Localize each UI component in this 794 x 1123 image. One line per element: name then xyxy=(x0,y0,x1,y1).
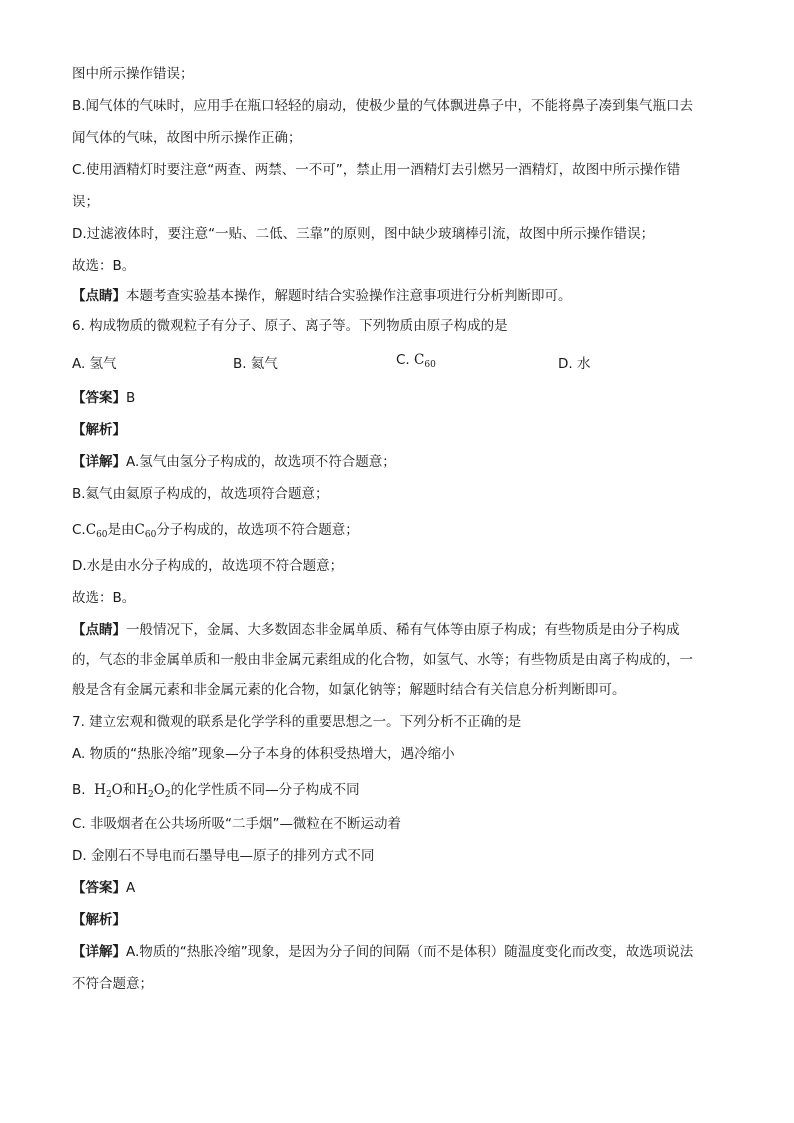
option-a: A. 氢气 xyxy=(72,356,117,372)
text-line: B.闻气体的气味时，应用手在瓶口轻轻的扇动，使极少量的气体飘进鼻子中，不能将鼻子凑到集气瓶口去 xyxy=(72,98,694,114)
option-a: A. 物质的“热胀冷缩”现象—分子本身的体积受热增大，遇冷缩小 xyxy=(72,746,455,762)
text-line: 误； xyxy=(72,194,99,210)
analysis-heading: 【解析】 xyxy=(72,912,126,928)
detail-line: 【详解】A.氢气由氢分子构成的，故选项不符合题意； xyxy=(72,454,396,470)
detail-line-formula: $C.C_{60}$是由$C_{60}$分子构成的，故选项不符合题意； xyxy=(72,522,359,540)
option-b: B. 氦气 xyxy=(233,356,278,372)
tip-text: 本题考查实验基本操作，解题时结合实验操作注意事项进行分析判断即可。 xyxy=(126,288,572,304)
choose-line: 故选：B。 xyxy=(72,590,136,606)
option-c: C. $C_{60}$ xyxy=(396,352,436,370)
tip-line: 的，气态的非金属单质和一般由非金属元素组成的化合物，如氢气、水等；有些物质是由离子构成的，一 xyxy=(72,652,693,668)
question-7: 7. 建立宏观和微观的联系是化学学科的重要思想之一。下列分析不正确的是 xyxy=(72,714,522,730)
text-line: 闻气体的气味，故图中所示操作正确； xyxy=(72,130,302,146)
answer-value: A xyxy=(126,880,136,896)
option-d: D. 金刚石不导电而石墨导电—原子的排列方式不同 xyxy=(72,848,375,864)
detail-line: 不符合题意； xyxy=(72,976,153,992)
tip-line: 般是含有金属元素和非金属元素的化合物，如氯化钠等；解题时结合有关信息分析判断即可。 xyxy=(72,682,626,698)
option-c: C. 非吸烟者在公共场所吸“二手烟”—微粒在不断运动着 xyxy=(72,816,401,832)
option-b: B. $H_2O$和$H_2O_2$的化学性质不同—分子构成不同 xyxy=(72,782,360,800)
option-d: D. 水 xyxy=(558,356,591,372)
text-line: C.使用酒精灯时要注意“两查、两禁、一不可”，禁止用一酒精灯去引燃另一酒精灯，故图中所示操作错 xyxy=(72,162,681,178)
answer-value: B xyxy=(126,390,136,406)
answer-line: 【答案】B xyxy=(72,390,136,406)
question-6: 6. 构成物质的微观粒子有分子、原子、离子等。下列物质由原子构成的是 xyxy=(72,318,508,334)
detail-line: D.水是由水分子构成的，故选项不符合题意； xyxy=(72,558,344,574)
tip-tag: 【点睛】 xyxy=(72,288,126,304)
detail-line: 【详解】A.物质的“热胀冷缩”现象，是因为分子间的间隔（而不是体积）随温度变化而改变，故选项说法 xyxy=(72,944,694,960)
detail-line: B.氦气由氦原子构成的，故选项符合题意； xyxy=(72,486,329,502)
text-line: 故选：B。 xyxy=(72,258,136,274)
tip-line xyxy=(72,286,724,306)
text-line: 图中所示操作错误； xyxy=(72,66,194,82)
analysis-heading: 【解析】 xyxy=(72,422,126,438)
tip-line: 【点睛】一般情况下，金属、大多数固态非金属单质、稀有气体等由原子构成；有些物质是由分子构成 xyxy=(72,622,680,638)
text-line: D.过滤液体时，要注意“一贴、二低、三靠”的原则，图中缺少玻璃棒引流，故图中所示操作错误； xyxy=(72,226,655,242)
answer-line: 【答案】A xyxy=(72,880,136,896)
